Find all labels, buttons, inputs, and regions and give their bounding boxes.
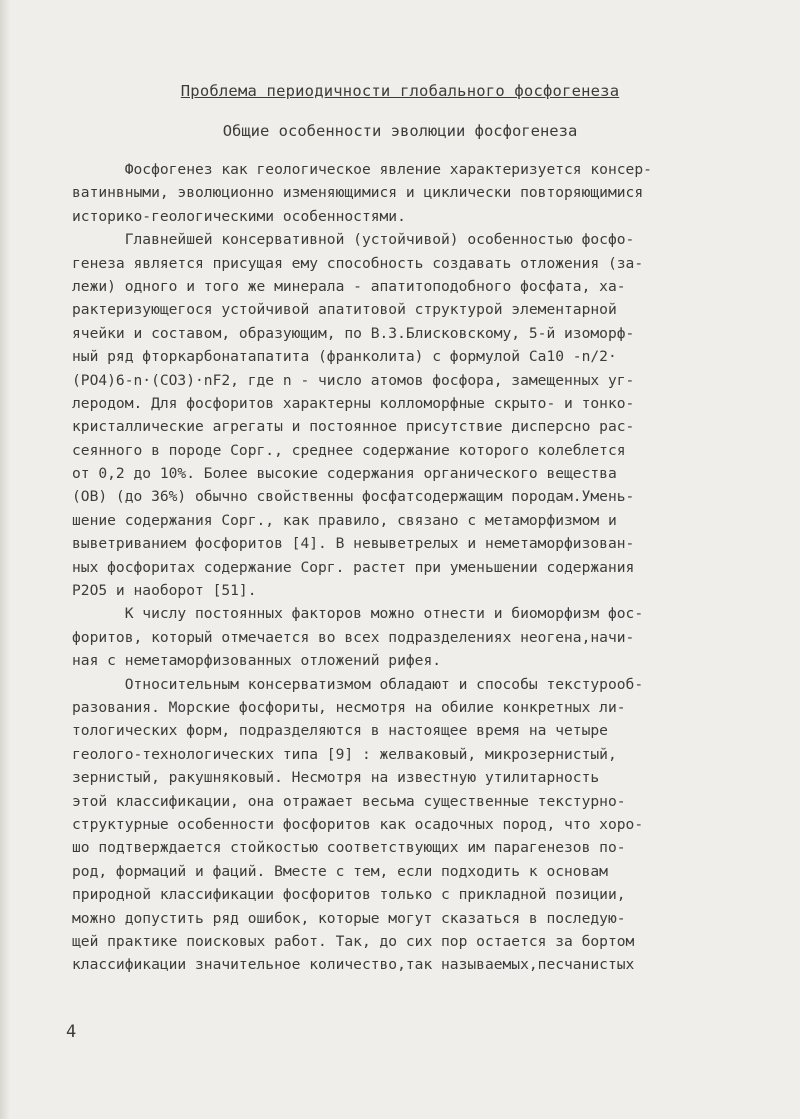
text-line: ватинвными, эволюционно изменяющимися и циклически повторяющимися	[72, 184, 644, 202]
text-line: от 0,2 до 10%. Более высокие содержания органического вещества	[72, 465, 617, 483]
text-line: ячейки и составом, образующим, по В.З.Блисковскому, 5-й изоморф-	[72, 324, 635, 342]
text-line: этой классификации, она отражает весьма существенные текстурно-	[72, 792, 626, 810]
body-text	[72, 158, 712, 977]
text-line: род, формаций и фаций. Вместе с тем, если подходить к основам	[72, 862, 608, 880]
text-line: Относительным консерватизмом обладают и способы текстурооб-	[72, 675, 644, 693]
text-line: леродом. Для фосфоритов характерны колломорфные скрыто- и тонко-	[72, 394, 635, 412]
document-title: Проблема периодичности глобального фосфогенеза	[180, 82, 620, 100]
text-line: сеянного в породе Cорг., среднее содержание которого колеблется	[72, 441, 626, 459]
text-line: рактеризующегося устойчивой апатитовой структурой элементарной	[72, 301, 617, 319]
text-line: разования. Морские фосфориты, несмотря на обилие конкретных ли-	[72, 698, 626, 716]
text-line: структурные особенности фосфоритов как осадочных пород, что хоро-	[72, 815, 644, 833]
text-line: классификации значительное количество,так называемых,песчанистых	[72, 956, 635, 974]
text-line: Главнейшей консервативной (устойчивой) особенностью фосфо-	[72, 231, 635, 249]
text-line: выветриванием фосфоритов [4]. В невыветрелых и неметаморфизован-	[72, 535, 635, 553]
section-subtitle: Общие особенности эволюции фосфогенеза	[222, 122, 578, 140]
text-line: ная с неметаморфизованных отложений рифея.	[72, 652, 442, 670]
text-line: Фосфогенез как геологическое явление характеризуется консер-	[72, 161, 652, 178]
text-line: К числу постоянных факторов можно отнести и биоморфизм фос-	[72, 605, 644, 623]
text-line: ный ряд фторкарбонатапатита (франколита) с формулой Ca10 -n/2·	[72, 348, 617, 366]
text-line: генеза является присущая ему способность создавать отложения (за-	[72, 254, 644, 272]
text-line: щей практике поисковых работ. Так, до сих пор остается за бортом	[72, 932, 635, 950]
page-edge-shadow	[0, 0, 10, 1119]
page-number: 4	[66, 1022, 77, 1042]
text-line: (PO4)6-n·(CO3)·nF2, где n - число атомов фосфора, замещенных уг-	[72, 371, 635, 389]
text-line: (ОВ) (до 36%) обычно свойственны фосфатсодержащим породам.Умень-	[72, 488, 635, 506]
text-line: форитов, который отмечается во всех подразделениях неогена,начи-	[72, 628, 635, 646]
text-line: лежи) одного и того же минерала - апатитоподобного фосфата, ха-	[72, 277, 626, 295]
text-line: зернистый, ракушняковый. Несмотря на известную утилитарность	[72, 769, 600, 787]
text-line: кристаллические агрегаты и постоянное присутствие дисперсно рас-	[72, 418, 635, 436]
text-line: P2O5 и наоборот [51].	[72, 582, 257, 600]
text-line: природной классификации фосфоритов только с прикладной позиции,	[72, 886, 626, 904]
text-line: шение содержания Cорг., как правило, связано с метаморфизмом и	[72, 511, 617, 529]
text-line: шо подтверждается стойкостью соответствующих им парагенезов по-	[72, 839, 626, 857]
text-line: историко-геологическими особенностями.	[72, 207, 406, 225]
text-line: геолого-технологических типа [9] : желваковый, микрозернистый,	[72, 745, 617, 763]
text-line: можно допустить ряд ошибок, которые могут сказаться в последую-	[72, 909, 626, 927]
text-line: ных фосфоритах содержание Cорг. растет при уменьшении содержания	[72, 558, 635, 576]
text-line: тологических форм, подразделяются в настоящее время на четыре	[72, 722, 608, 740]
